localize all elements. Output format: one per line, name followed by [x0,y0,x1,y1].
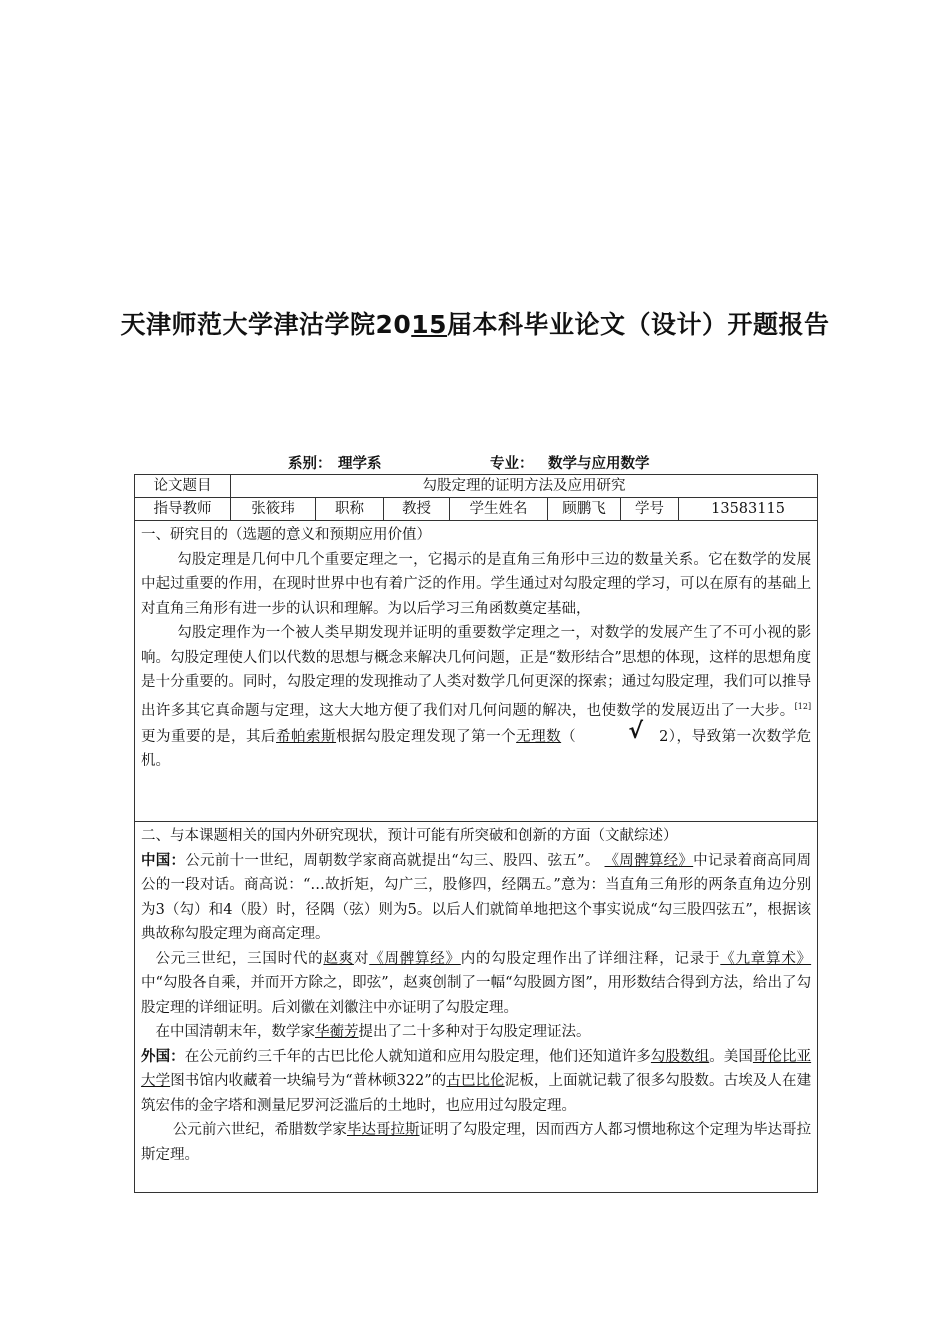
foreign-paragraph [141,1045,811,1119]
pythagoras-paragraph [141,1118,811,1167]
p2-text-b: 更为重要的是，其后 [141,728,277,745]
china-label: 中国： [141,852,186,869]
qing-paragraph [141,1020,811,1045]
section2-cell [135,822,818,1193]
topic-value: 勾股定理的证明方法及应用研究 [231,475,818,498]
topic-row [135,475,818,498]
student-label: 学生姓名 [450,498,548,521]
title-text: 天津师范大学津沽学院 [120,310,376,339]
foreign-text-c: 图书馆内收藏着一块编号为“普林顿322”的 [170,1073,447,1089]
advisor-value: 张筱玮 [231,498,316,521]
foreign-text-b: 。美国 [709,1048,753,1065]
title-label: 职称 [316,498,384,521]
p4-text-b: 提出了二十多种对于勾股定理证法。 [358,1024,591,1040]
foreign-text-a: 在公元前约三千年的古巴比伦人就知道和应用勾股定理，他们还知道许多 [184,1048,651,1065]
columbia-university-link[interactable]: 哥伦比亚大学 [141,1048,812,1089]
p2-text-d: （ [561,728,577,745]
hippasus-link[interactable]: 希帕索斯 [276,728,337,745]
section1-paragraph1: 勾股定理是几何中几个重要定理之一，它揭示的是直角三角形中三边的数量关系。它在数学的发展中起过重要的作用，在现时世界中也有着广泛的作用。学生通过对勾股定理的学习，可以在原有的基础上对直角三角形有进一步的认识和理解。为以后学习三角函数奠定基础， [141,551,812,617]
section1-paragraph2 [141,621,811,774]
student-id-label: 学号 [621,498,679,521]
major-value: 数学与应用数学 [548,456,650,472]
title-year-underlined: 15 [411,310,448,339]
student-value: 顾鹏飞 [548,498,621,521]
p2-text-c: 根据勾股定理发现了第一个 [336,728,517,745]
zhao-shuang-paragraph [141,947,811,1021]
section1-heading: 一、研究目的（选题的意义和预期应用价值） [141,527,431,543]
babylon-link[interactable]: 古巴比伦 [446,1073,505,1089]
section1-cell [135,521,818,822]
citation-ref: [12] [794,701,812,711]
advisor-label: 指导教师 [135,498,231,521]
p6-text-a: 公元前六世纪，希腊数学家 [172,1122,347,1138]
sqrt-symbol: √ [628,718,644,744]
irrational-number-link[interactable]: 无理数 [516,728,562,745]
jiuzhang-link[interactable]: 《九章算术》 [720,950,812,967]
title-value: 教授 [384,498,450,521]
pythagorean-triples-link[interactable]: 勾股数组 [650,1048,710,1065]
pythagoras-link[interactable]: 毕达哥拉斯 [346,1122,420,1138]
proposal-form-table [134,474,818,1193]
title-text-suffix: 届本科毕业论文（设计）开题报告 [447,310,830,339]
p3-text-b: 对 [353,950,370,967]
p2-text-a: 勾股定理作为一个被人类早期发现并证明的重要数学定理之一，对数学的发展产生了不可小视的影响。勾股定理使人们以代数的思想与概念来解决几何问题，正是“数形结合”思想的体现，这样的思想角度是十分重要的。同时，勾股定理的发现推动了人类对数学几何更深的探索；通过勾股定理，我们可以推导出许多其它真命题与定理，这大大地方便了我们对几何问题的解决，也使数学的发展迈出了一大步。 [141,625,812,719]
p2-text-e: 2），导致第一次数学危机。 [141,728,812,770]
china-text-a: 公元前十一世纪，周朝数学家商高就提出“勾三、股四、弦五”。 [185,852,605,869]
section2-row [135,822,818,1193]
section1-row [135,521,818,822]
p4-text-a: 在中国清朝末年，数学家 [155,1024,315,1040]
topic-label: 论文题目 [135,475,231,498]
foreign-text-d: 泥板，上面就记载了很多勾股数。古埃及人在建筑宏伟的金字塔和测量尼罗河泛滥后的土地时，也应用过勾股定理。 [141,1073,812,1114]
major-label: 专业： [490,456,534,472]
p3-text-a: 公元三世纪，三国时代的 [155,950,324,967]
people-row [135,498,818,521]
document-title [120,302,830,348]
china-text-b: 中记录着商高同周公的一段对话。商高说：“…故折矩，勾广三，股修四，经隅五。”意为：当直角三角形的两条直角边分别为3（勾）和4（股）时，径隅（弦）则为5。以后人们就简单地把这个事实说成“勾三股四弦五”，根据该典故称勾股定理为商高定理。 [141,852,812,942]
department-label: 系别： [288,456,332,472]
student-id-value: 13583115 [679,498,818,521]
zhoubi-link-2[interactable]: 《周髀算经》 [369,950,461,967]
p3-text-d: 中“勾股各自乘，并而开方除之，即弦”，赵爽创制了一幅“勾股圆方图”，用形数结合得到方法，给出了勾股定理的详细证明。后刘徽在刘徽注中亦证明了勾股定理。 [141,975,812,1016]
section2-heading: 二、与本课题相关的国内外研究现状，预计可能有所突破和创新的方面（文献综述） [141,828,678,844]
hua-hengfang-link[interactable]: 华蘅芳 [315,1024,359,1040]
title-year-prefix: 20 [375,310,412,339]
china-paragraph [141,849,811,947]
foreign-label: 外国： [141,1048,185,1065]
zhao-shuang-link[interactable]: 赵爽 [323,950,354,967]
p3-text-c: 内的勾股定理作出了详细注释，记录于 [460,950,721,967]
p6-text-b: 证明了勾股定理，因而西方人都习惯地称这个定理为毕达哥拉斯定理。 [141,1122,812,1163]
zhoubi-link[interactable]: 《周髀算经》 [604,852,694,869]
department-value: 理学系 [338,456,382,472]
